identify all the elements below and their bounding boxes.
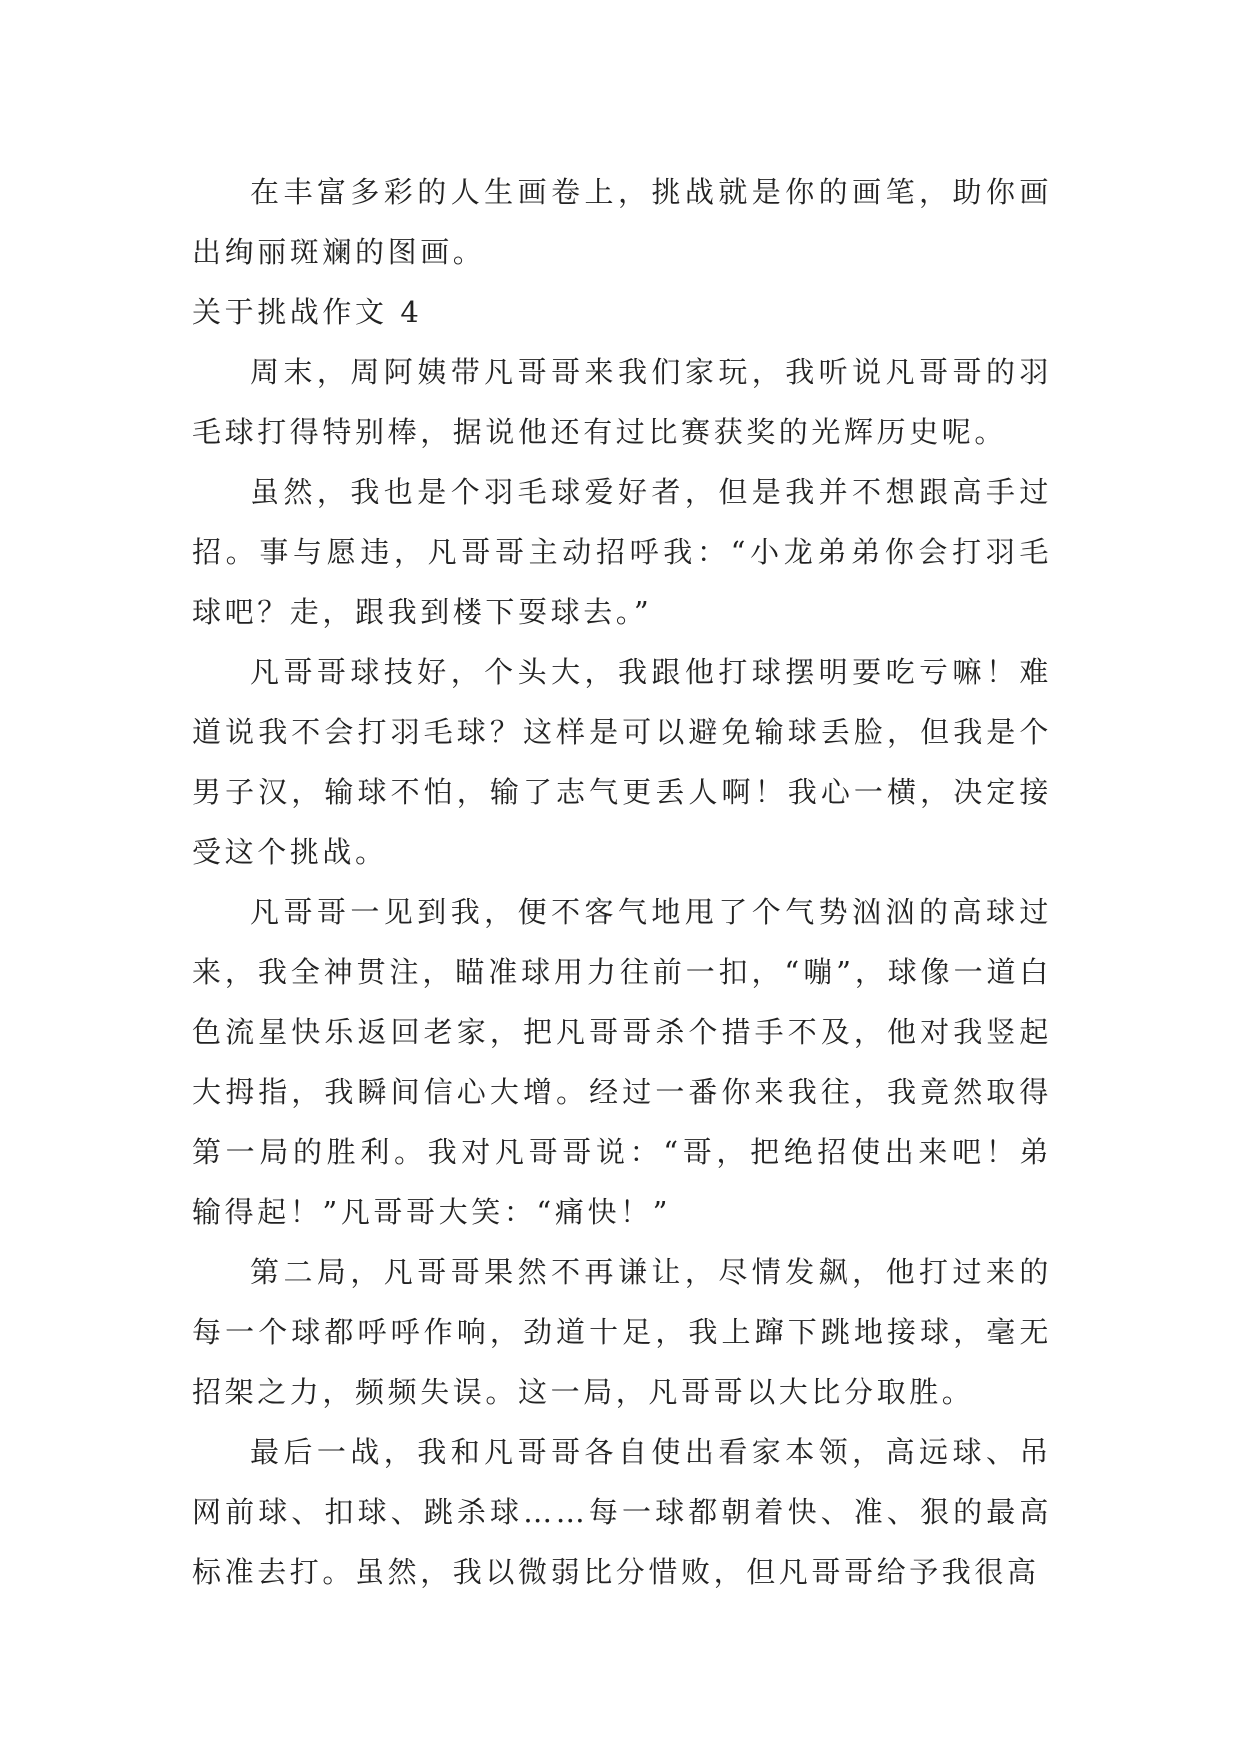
section-heading: 关于挑战作文 4 xyxy=(192,295,423,329)
paragraph: 周末，周阿姨带凡哥哥来我们家玩，我听说凡哥哥的羽毛球打得特别棒，据说他还有过比赛获奖的光辉历史呢。 xyxy=(192,355,1052,449)
paragraph: 最后一战，我和凡哥哥各自使出看家本领，高远球、吊网前球、扣球、跳杀球……每一球都朝着快、准、狠的最高标准去打。虽然，我以微弱比分惜败，但凡哥哥给予我很高 xyxy=(192,1435,1052,1589)
paragraph: 第二局，凡哥哥果然不再谦让，尽情发飙，他打过来的每一个球都呼呼作响，劲道十足，我上蹿下跳地接球，毫无招架之力，频频失误。这一局，凡哥哥以大比分取胜。 xyxy=(192,1255,1052,1409)
paragraph: 凡哥哥一见到我，便不客气地甩了个气势汹汹的高球过来，我全神贯注，瞄准球用力往前一扣，“嘣”，球像一道白色流星快乐返回老家，把凡哥哥杀个措手不及，他对我竖起大拇指，我瞬间信心大增。经过一番你来我往，我竟然取得第一局的胜利。我对凡哥哥说：“哥，把绝招使出来吧！弟输得起！”凡哥哥大笑：“痛快！” xyxy=(192,895,1052,1229)
paragraph: 在丰富多彩的人生画卷上，挑战就是你的画笔，助你画出绚丽斑斓的图画。 xyxy=(192,175,1052,269)
paragraph: 凡哥哥球技好，个头大，我跟他打球摆明要吃亏嘛！难道说我不会打羽毛球？这样是可以避免输球丢脸，但我是个男子汉，输球不怕，输了志气更丢人啊！我心一横，决定接受这个挑战。 xyxy=(192,655,1052,869)
paragraph: 虽然，我也是个羽毛球爱好者，但是我并不想跟高手过招。事与愿违，凡哥哥主动招呼我：“小龙弟弟你会打羽毛球吧？走，跟我到楼下耍球去。” xyxy=(192,475,1052,629)
document-body xyxy=(192,162,1052,1602)
